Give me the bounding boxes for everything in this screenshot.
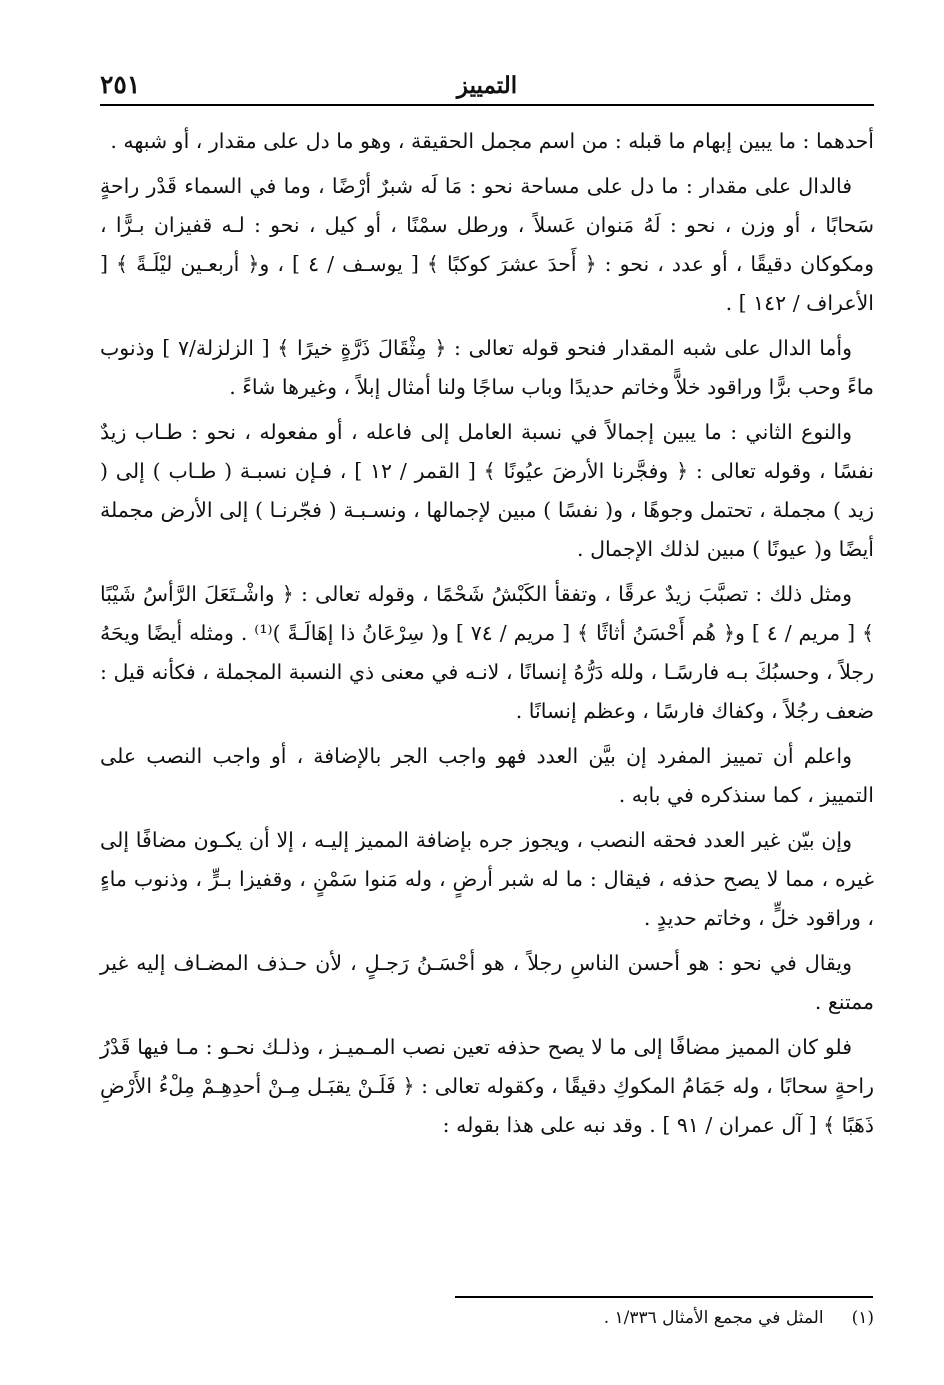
paragraph: فلو كان المميز مضافًا إلى ما لا يصح حذفه تعين نصب المـميـز ، وذلـك نحـو : مـا فيها قَدْرُ راحةٍ سحابًا ، وله جَمَامُ المكوكِ دقيقًا ، وكقوله تعالى : ﴿ فَلَـنْ يقبَـل مِـنْ أحدِهِـمْ مِلْءُ الأَرْضِ ذَهَبًا ﴾ [ آل عمران / ٩١ ] . وقد نبه على هذا بقوله : xyxy=(100,1035,874,1137)
page-number: ٢٥١ xyxy=(100,70,141,99)
paragraph: والنوع الثاني : ما يبين إجمالاً في نسبة العامل إلى فاعله ، أو مفعوله ، نحو : طـاب زيدٌ نفسًا ، وقوله تعالى : ﴿ وفجَّرنا الأرضَ عيُونًا ﴾ [ القمر / ١٢ ] ، فـإن نسبـة ( طـاب ) إلى ( زيد ) مجملة ، تحتمل وجوهًا ، و( نفسًا ) مبين لإجمالها ، ونسـبـة ( فجّرنـا ) إلى الأرض مجملة أيضًا و( عيونًا ) مبين لذلك الإجمال . xyxy=(100,420,874,561)
paragraph: وأما الدال على شبه المقدار فنحو قوله تعالى : ﴿ مِثْقَالَ ذَرَّةٍ خيرًا ﴾ [ الزلزلة/٧ ] وذنوب ماءً وحب برًّا وراقود خلاًّ وخاتم حديدًا وباب ساجًا ولنا أمثال إبلاً ، وغيرها شاءً . xyxy=(100,336,874,399)
page-header xyxy=(100,70,874,104)
footnote-text: المثل في مجمع الأمثال ١/٣٣٦ . xyxy=(603,1308,824,1328)
footnote xyxy=(100,1304,874,1332)
paragraph: أحدهما : ما يبين إبهام ما قبله : من اسم مجمل الحقيقة ، وهو ما دل على مقدار ، أو شبهه . xyxy=(110,129,874,153)
footnote-divider xyxy=(455,1296,873,1298)
paragraph: ومثل ذلك : تصبَّبَ زيدٌ عرقًا ، وتفقأ الكَبْشُ شَحْمًا ، وقوله تعالى : ﴿ واشْـتَعَلَ الرَّأسُ شَيْبًا ﴾ [ مريم / ٤ ] و﴿ هُم أَحْسَنُ أثاثًا ﴾ [ مريم / ٧٤ ] و( سِرْعَانُ ذا إهَالَـةً )⁽¹⁾ . ومثله أيضًا ويحَهُ رجلاً ، وحسبُكَ بـه فارسًـا ، ولله دَرُّهُ إنسانًا ، لانـه في معنى ذي النسبة المجملة ، فكأنه قيل : ضعف رجُلاً ، وكفاك فارسًا ، وعظم إنسانًا . xyxy=(100,582,874,723)
main-text xyxy=(100,122,874,1151)
paragraph: واعلم أن تمييز المفرد إن بيَّن العدد فهو واجب الجر بالإضافة ، أو واجب النصب على التمييز ، كما سنذكره في بابه . xyxy=(100,744,874,807)
header-divider xyxy=(100,104,874,106)
paragraph: ويقال في نحو : هو أحسن الناسِ رجلاً ، هو أحْسَـنُ رَجـلٍ ، لأن حـذف المضـاف إليه غير ممتنع . xyxy=(100,951,874,1014)
paragraph: فالدال على مقدار : ما دل على مساحة نحو : مَا لَه شبرٌ أرْضًا ، وما في السماء قَدْر راحةٍ سَحابًا ، أو وزن ، نحو : لَهُ مَنوان عَسلاً ، ورطل سمْنًا ، أو كيل ، نحو : لـه قفيزان بـرًّا ، ومكوكان دقيقًا ، أو عدد ، نحو : ﴿ أَحدَ عشرَ كوكبًا ﴾ [ يوسـف / ٤ ] ، و﴿ أربعـين ليْلَـةً ﴾ [ الأعراف / ١٤٢ ] . xyxy=(100,174,874,315)
footnote-number: (١) xyxy=(851,1308,874,1328)
paragraph: وإن بيّن غير العدد فحقه النصب ، ويجوز جره بإضافة المميز إليـه ، إلا أن يكـون مضافًا إلى غيره ، مما لا يصح حذفه ، فيقال : ما له شبر أرضٍ ، وله مَنوا سَمْنٍ ، وقفيزا بـرٍّ ، وذنوب ماءٍ ، وراقود خلٍّ ، وخاتم حديدٍ . xyxy=(100,828,874,930)
running-title: التمييز xyxy=(456,72,518,99)
